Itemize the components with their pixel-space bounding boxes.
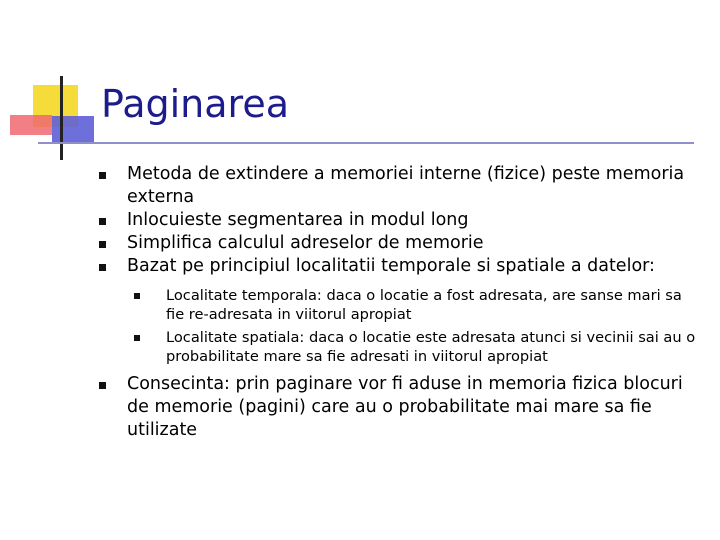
bullet-text: Inlocuieste segmentarea in modul long [127, 210, 469, 230]
title-rule [43, 142, 694, 144]
bullet-text: Bazat pe principiul localitatii temporale si spatiale a datelor: [127, 256, 655, 276]
bullet-item [99, 373, 699, 442]
bullet-item [99, 163, 699, 209]
bullet-text: Simplifica calculul adreselor de memorie [127, 233, 484, 253]
square-bullet-icon [134, 293, 140, 299]
bullet-item [99, 255, 699, 366]
bullet-item [99, 209, 699, 232]
square-bullet-icon [99, 264, 106, 271]
square-bullet-icon [99, 241, 106, 248]
sub-bullet-item [134, 328, 699, 366]
slide-title: Paginarea [101, 82, 289, 126]
square-bullet-icon [99, 218, 106, 225]
sub-bullet-list [127, 286, 699, 366]
square-bullet-icon [134, 335, 140, 341]
sub-bullet-item [134, 286, 699, 324]
square-bullet-icon [99, 382, 106, 389]
sub-bullet-text: Localitate spatiala: daca o locatie este adresata atunci si vecinii sai au o probabilitate mare sa fie adresati in viitorul apropiat [166, 329, 696, 365]
square-bullet-icon [99, 172, 106, 179]
sub-bullet-text: Localitate temporala: daca o locatie a fost adresata, are sanse mari sa fie re-adresata in viitorul apropiat [166, 287, 682, 323]
decorative-logo [0, 0, 110, 170]
bullet-text: Consecinta: prin paginare vor fi aduse in memoria fizica blocuri de memorie (pagini) care au o probabilitate mai mare sa fie utilizate [127, 374, 683, 440]
logo-blue-square [52, 116, 94, 144]
bullet-item [99, 232, 699, 255]
bullet-list [99, 163, 699, 442]
bullet-text: Metoda de extindere a memoriei interne (fizice) peste memoria externa [127, 164, 685, 207]
logo-red-bar [10, 115, 52, 135]
logo-vertical-line [60, 76, 63, 160]
